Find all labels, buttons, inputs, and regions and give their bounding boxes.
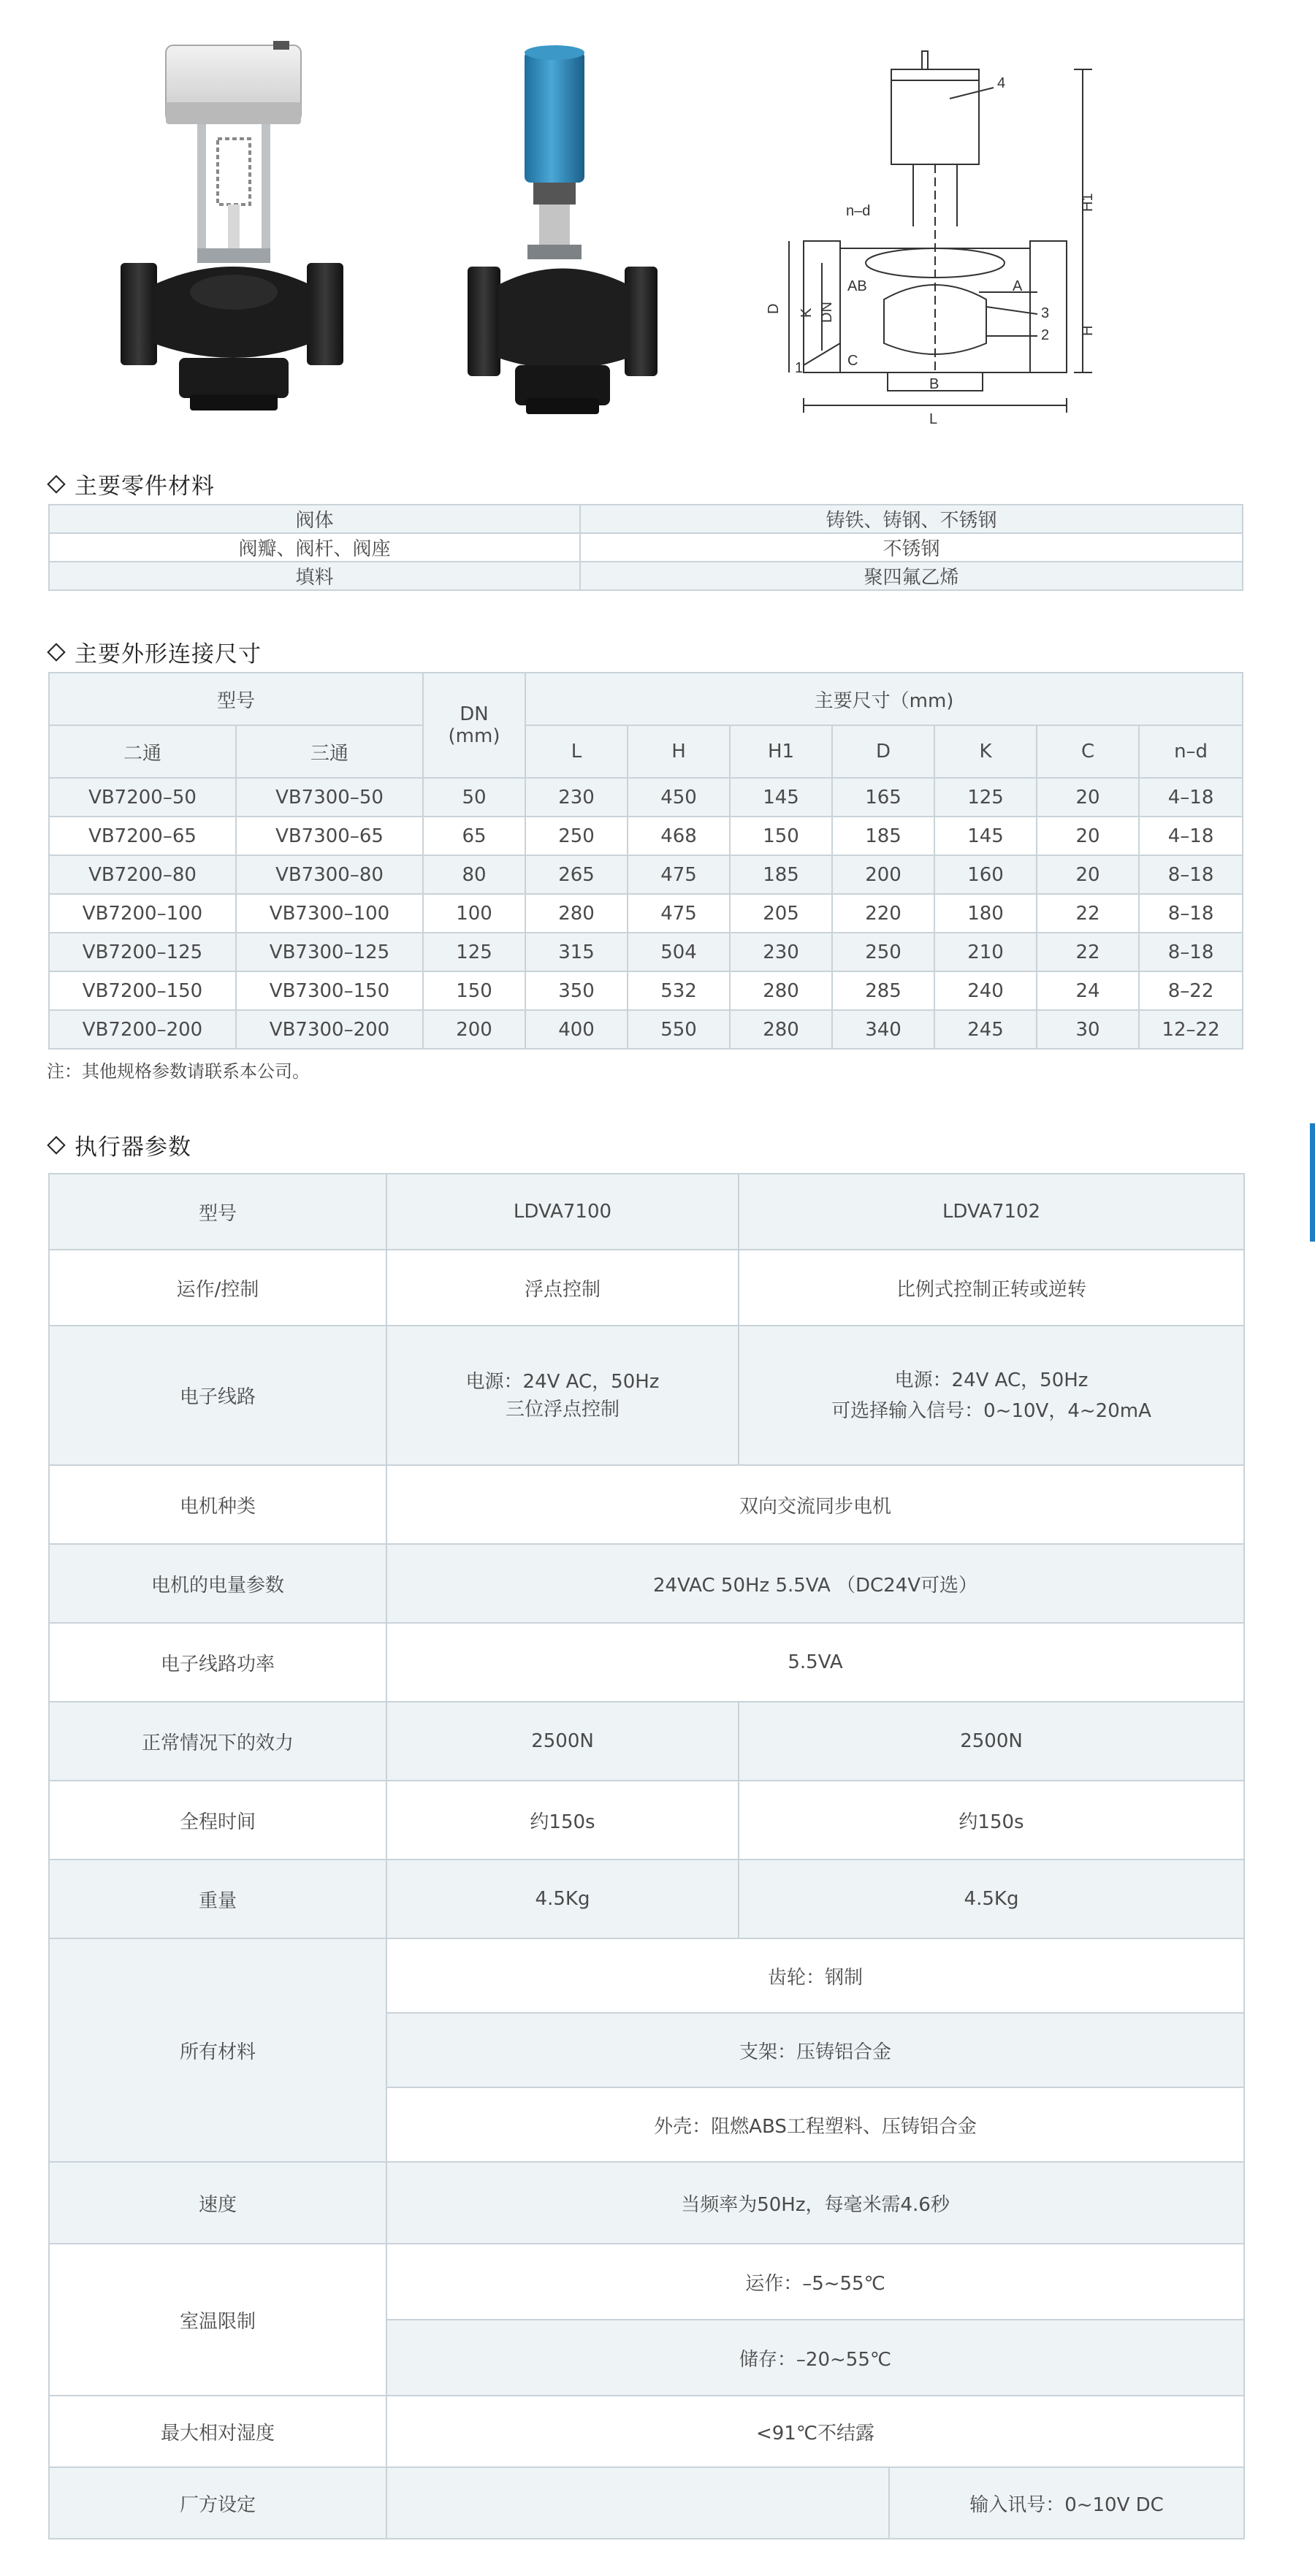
table-cell: 125 [934,778,1037,817]
table-row: 最大相对湿度 <91℃不结露 [49,2396,1244,2467]
table-cell: 200 [423,1010,525,1049]
table-cell: 145 [730,778,832,817]
table-row: 速度 当频率为50Hz，每毫米需4.6秒 [49,2162,1244,2244]
table-cell: 8–18 [1139,933,1243,971]
table-cell: 245 [934,1010,1037,1049]
drawing-callout: 3 [1041,305,1050,321]
table-row: 支架：压铸铝合金 [49,2013,1244,2087]
table-row: 厂方设定 输入讯号：0~10V DC [49,2467,1244,2539]
table-cell: 8–18 [1139,894,1243,933]
table-row: 电子线路功率 5.5VA [49,1623,1244,1702]
table-cell: 550 [628,1010,730,1049]
drawing-callout: H1 [1080,193,1096,212]
table-cell: 125 [423,933,525,971]
table-cell: 280 [730,1010,832,1049]
drawing-callout: H [1080,325,1096,336]
actuator-table [48,1173,1245,2539]
table-cell: 230 [525,778,628,817]
drawing-callout: A [1013,278,1023,294]
table-row: 型号 LDVA7100 LDVA7102 [49,1174,1244,1250]
header-model: 型号 [49,673,423,725]
table-cell: 4–18 [1139,778,1243,817]
table-cell: VB7200–150 [49,971,236,1010]
table-row [49,933,1243,971]
diamond-icon [47,475,65,493]
table-cell: 22 [1037,894,1139,933]
table-cell: 22 [1037,933,1139,971]
table-cell: 200 [832,855,934,894]
table-cell: 532 [628,971,730,1010]
table-cell: 280 [730,971,832,1010]
table-cell: VB7200–200 [49,1010,236,1049]
table-cell: 165 [832,778,934,817]
drawing-callout: C [847,353,858,369]
drawing-callout: B [929,376,939,392]
table-cell: 100 [423,894,525,933]
drawing-callout: n–d [846,203,871,219]
table-cell: 80 [423,855,525,894]
table-cell: VB7200–100 [49,894,236,933]
table-row [49,855,1243,894]
table-cell: 185 [730,855,832,894]
table-cell: 160 [934,855,1037,894]
drawing-callout: L [929,411,938,424]
table-cell: 150 [730,817,832,855]
drawing-callout: 1 [795,360,804,376]
table-row: 外壳：阻燃ABS工程塑料、压铸铝合金 [49,2087,1244,2162]
table-cell: VB7300–65 [236,817,423,855]
table-cell: 24 [1037,971,1139,1010]
table-cell: 230 [730,933,832,971]
diamond-icon [47,643,65,661]
table-cell: 150 [423,971,525,1010]
table-cell: 205 [730,894,832,933]
table-cell: VB7200–65 [49,817,236,855]
drawing-callout: 2 [1041,327,1050,343]
table-cell: VB7300–150 [236,971,423,1010]
table-cell: 12–22 [1139,1010,1243,1049]
table-cell: 468 [628,817,730,855]
table-cell: 30 [1037,1010,1139,1049]
table-cell: 145 [934,817,1037,855]
table-cell: 280 [525,894,628,933]
table-cell: 475 [628,894,730,933]
table-cell: 450 [628,778,730,817]
two-way-valve-photo [88,29,365,424]
dimensions-title: 主要外形连接尺寸 [47,635,262,668]
table-cell: 265 [525,855,628,894]
table-row: 室温限制 运作：–5~55℃ [49,2244,1244,2320]
drawing-callout: D [766,303,782,314]
table-row: 阀瓣、阀杆、阀座 不锈钢 [49,533,1243,562]
table-cell: 65 [423,817,525,855]
table-cell: 4–18 [1139,817,1243,855]
table-cell: 285 [832,971,934,1010]
dimensions-table [48,672,1243,1050]
table-cell: 185 [832,817,934,855]
table-header-row [49,673,1243,725]
table-row: 电机种类 双向交流同步电机 [49,1465,1244,1544]
table-cell: VB7200–125 [49,933,236,971]
diamond-icon [47,1136,65,1154]
table-cell: VB7300–200 [236,1010,423,1049]
table-row [49,894,1243,933]
table-cell: 400 [525,1010,628,1049]
table-cell: 315 [525,933,628,971]
table-cell: 220 [832,894,934,933]
materials-table [48,504,1243,591]
materials-title: 主要零件材料 [47,467,215,500]
table-cell: 504 [628,933,730,971]
table-cell: 350 [525,971,628,1010]
table-cell: 240 [934,971,1037,1010]
header-main-dims: 主要尺寸（mm) [525,673,1243,725]
table-row: 电子线路 电源：24V AC，50Hz 三位浮点控制 电源：24V AC，50Hz 可选择输入信号：0~10V，4~20mA [49,1326,1244,1465]
table-cell: 210 [934,933,1037,971]
table-row: 正常情况下的效力 2500N 2500N [49,1702,1244,1781]
table-cell: 340 [832,1010,934,1049]
table-cell: 180 [934,894,1037,933]
table-row: 所有材料 齿轮：钢制 [49,1938,1244,2013]
table-cell: VB7300–125 [236,933,423,971]
table-header-row: 二通 三通 L H H1 D K C n–d [49,725,1243,778]
table-cell: VB7300–100 [236,894,423,933]
table-cell: VB7300–50 [236,778,423,817]
dimensions-note: 注：其他规格参数请联系本公司。 [47,1061,310,1082]
three-way-valve-photo [446,29,687,424]
actuator-title: 执行器参数 [47,1128,191,1161]
table-row [49,971,1243,1010]
table-cell: 475 [628,855,730,894]
table-row: 重量 4.5Kg 4.5Kg [49,1860,1244,1938]
drawing-callout: 4 [997,75,1006,91]
table-row: 电机的电量参数 24VAC 50Hz 5.5VA （DC24V可选） [49,1544,1244,1623]
table-cell: 20 [1037,778,1139,817]
table-cell: VB7300–80 [236,855,423,894]
table-row: 阀体 铸铁、铸钢、不锈钢 [49,505,1243,533]
table-row [49,778,1243,817]
table-cell: 8–18 [1139,855,1243,894]
table-cell: 20 [1037,855,1139,894]
drawing-callout: K [798,307,815,318]
side-accent-bar [1310,1123,1315,1242]
table-row [49,1010,1243,1049]
table-cell: 50 [423,778,525,817]
table-cell: 250 [832,933,934,971]
table-cell: VB7200–80 [49,855,236,894]
table-row: 储存：–20~55℃ [49,2320,1244,2396]
table-cell: 8–22 [1139,971,1243,1010]
table-cell: 20 [1037,817,1139,855]
drawing-callout: AB [847,278,867,294]
valve-dimension-drawing [760,29,1118,424]
table-row [49,817,1243,855]
header-dn: DN (mm) [423,673,525,778]
drawing-callout: DN [819,302,835,323]
table-cell: 250 [525,817,628,855]
table-row: 填料 聚四氟乙烯 [49,562,1243,590]
table-row: 全程时间 约150s 约150s [49,1781,1244,1860]
table-row: 运作/控制 浮点控制 比例式控制正转或逆转 [49,1250,1244,1326]
table-cell: VB7200–50 [49,778,236,817]
